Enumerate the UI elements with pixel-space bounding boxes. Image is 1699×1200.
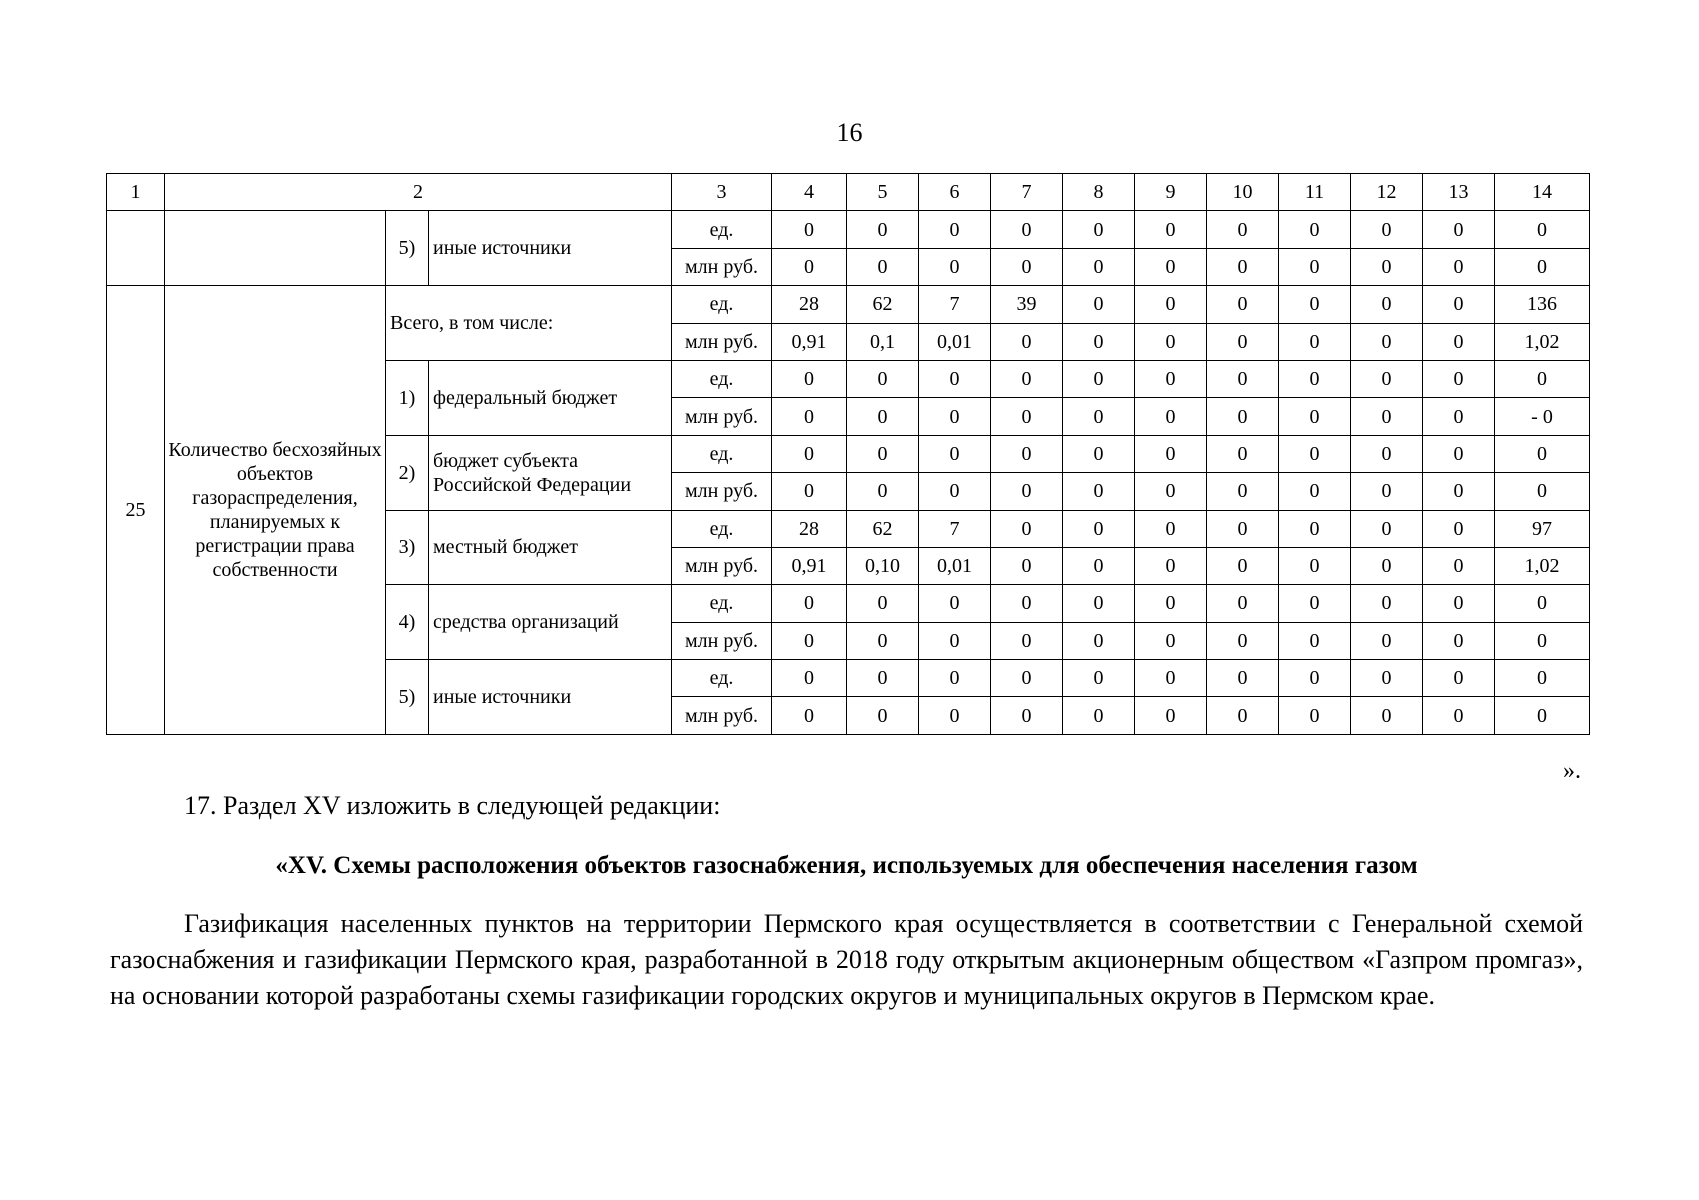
value-cell: 0	[1351, 622, 1423, 659]
column-header: 13	[1423, 174, 1495, 211]
value-cell: 0	[919, 697, 991, 734]
value-cell: 0	[1279, 622, 1351, 659]
value-cell: 0	[1063, 473, 1135, 510]
column-header: 1	[107, 174, 165, 211]
column-header: 12	[1351, 174, 1423, 211]
value-cell: 0	[1207, 286, 1279, 323]
body-paragraph: Газификация населенных пунктов на территории Пермского края осуществляется в соответствии с Генеральной схемой газоснабжения и газификации Пермского края, разработанной в 2018 году открытым акционерным обществом «Газпром промгаз», на основании которой разработаны схемы газификации городских округов и муниципальных округов в Пермском крае.	[110, 909, 1583, 1010]
column-header: 3	[672, 174, 772, 211]
value-cell: 0	[1351, 660, 1423, 697]
value-cell: 0	[1135, 286, 1207, 323]
value-cell: 0	[1207, 697, 1279, 734]
value-cell: 0	[1423, 510, 1495, 547]
column-header: 8	[1063, 174, 1135, 211]
value-cell: 0	[1351, 211, 1423, 248]
value-cell: 0	[1279, 398, 1351, 435]
value-cell: 0,01	[919, 547, 991, 584]
value-cell: 0	[1135, 585, 1207, 622]
value-cell: 0	[1063, 585, 1135, 622]
value-cell: 0	[1063, 697, 1135, 734]
value-cell: 0	[1207, 622, 1279, 659]
value-cell: 0	[772, 398, 847, 435]
value-cell: 0	[1135, 697, 1207, 734]
value-cell: 0	[919, 585, 991, 622]
value-cell: 62	[847, 286, 919, 323]
value-cell: 0	[1135, 248, 1207, 285]
value-cell: 0	[772, 697, 847, 734]
empty-cell	[107, 211, 165, 286]
unit-cell: ед.	[672, 360, 772, 397]
value-cell: 0	[1495, 622, 1590, 659]
value-cell: 0	[1135, 323, 1207, 360]
unit-cell: млн руб.	[672, 248, 772, 285]
value-cell: 0	[772, 660, 847, 697]
paragraph-17: 17. Раздел XV изложить в следующей редакции:	[184, 791, 721, 820]
value-cell: 0	[1351, 286, 1423, 323]
value-cell: 0	[1063, 622, 1135, 659]
source-number: 5)	[386, 660, 429, 735]
value-cell: 0	[1279, 435, 1351, 472]
value-cell: 0	[1351, 585, 1423, 622]
unit-cell: млн руб.	[672, 398, 772, 435]
value-cell: 0	[1279, 547, 1351, 584]
value-cell: 0	[1351, 697, 1423, 734]
value-cell: 0	[1279, 248, 1351, 285]
row-number: 25	[107, 286, 165, 735]
value-cell: 0	[1135, 398, 1207, 435]
value-cell: 0	[1279, 323, 1351, 360]
value-cell: 0	[1495, 435, 1590, 472]
column-header: 4	[772, 174, 847, 211]
row-description: Количество бесхозяйных объектов газораспределения, планируемых к регистрации права собственности	[165, 286, 386, 735]
value-cell: 0	[991, 473, 1063, 510]
column-header: 5	[847, 174, 919, 211]
value-cell: 0	[1351, 510, 1423, 547]
value-cell: 0	[1423, 360, 1495, 397]
value-cell: 0	[1063, 286, 1135, 323]
value-cell: 0	[991, 435, 1063, 472]
value-cell: 0	[1063, 211, 1135, 248]
value-cell: 0	[1207, 510, 1279, 547]
value-cell: 0	[1279, 585, 1351, 622]
value-cell: 0	[1279, 660, 1351, 697]
value-cell: 0	[991, 585, 1063, 622]
value-cell: 97	[1495, 510, 1590, 547]
value-cell: 0	[991, 323, 1063, 360]
unit-cell: млн руб.	[672, 547, 772, 584]
value-cell: 0	[1063, 398, 1135, 435]
value-cell: 0	[1423, 248, 1495, 285]
value-cell: 0	[1063, 547, 1135, 584]
value-cell: 0	[991, 547, 1063, 584]
value-cell: - 0	[1495, 398, 1590, 435]
closing-quote: ».	[1563, 758, 1581, 784]
value-cell: 0	[1135, 360, 1207, 397]
value-cell: 0	[1351, 360, 1423, 397]
value-cell: 0	[772, 473, 847, 510]
table-body	[107, 174, 1590, 735]
value-cell: 0	[1063, 435, 1135, 472]
value-cell: 0	[1063, 248, 1135, 285]
value-cell: 0	[1063, 660, 1135, 697]
value-cell: 0	[919, 248, 991, 285]
value-cell: 0	[1279, 360, 1351, 397]
value-cell: 0	[919, 660, 991, 697]
column-header: 11	[1279, 174, 1351, 211]
value-cell: 0	[919, 211, 991, 248]
value-cell: 0	[1207, 360, 1279, 397]
value-cell: 0	[1423, 697, 1495, 734]
value-cell: 0	[1135, 211, 1207, 248]
column-header: 6	[919, 174, 991, 211]
column-header: 14	[1495, 174, 1590, 211]
value-cell: 0	[1495, 697, 1590, 734]
source-label: средства организаций	[429, 585, 672, 660]
unit-cell: ед.	[672, 435, 772, 472]
value-cell: 0	[991, 697, 1063, 734]
value-cell: 0	[847, 585, 919, 622]
source-label: местный бюджет	[429, 510, 672, 585]
value-cell: 0	[847, 622, 919, 659]
value-cell: 0	[1135, 510, 1207, 547]
value-cell: 0	[1351, 398, 1423, 435]
source-number: 2)	[386, 435, 429, 510]
value-cell: 0	[1279, 473, 1351, 510]
value-cell: 0	[991, 360, 1063, 397]
value-cell: 0	[1279, 211, 1351, 248]
unit-cell: млн руб.	[672, 323, 772, 360]
value-cell: 0	[1423, 660, 1495, 697]
value-cell: 0	[1423, 473, 1495, 510]
value-cell: 0	[1063, 323, 1135, 360]
unit-cell: млн руб.	[672, 473, 772, 510]
value-cell: 7	[919, 286, 991, 323]
page-number: 16	[836, 118, 863, 147]
value-cell: 0	[1495, 211, 1590, 248]
value-cell: 0	[1351, 547, 1423, 584]
unit-cell: ед.	[672, 660, 772, 697]
unit-cell: ед.	[672, 585, 772, 622]
value-cell: 0	[919, 398, 991, 435]
unit-cell: ед.	[672, 286, 772, 323]
value-cell: 0,91	[772, 547, 847, 584]
value-cell: 0	[772, 622, 847, 659]
value-cell: 0	[1351, 435, 1423, 472]
value-cell: 0,01	[919, 323, 991, 360]
value-cell: 0	[1495, 585, 1590, 622]
value-cell: 7	[919, 510, 991, 547]
value-cell: 0	[1279, 510, 1351, 547]
value-cell: 0,91	[772, 323, 847, 360]
value-cell: 0	[1135, 660, 1207, 697]
value-cell: 0	[991, 622, 1063, 659]
value-cell: 0	[991, 211, 1063, 248]
value-cell: 0	[1135, 473, 1207, 510]
unit-cell: млн руб.	[672, 697, 772, 734]
column-header: 7	[991, 174, 1063, 211]
unit-cell: ед.	[672, 211, 772, 248]
value-cell: 0	[847, 360, 919, 397]
table-row	[107, 286, 1590, 323]
value-cell: 1,02	[1495, 547, 1590, 584]
value-cell: 0	[772, 435, 847, 472]
value-cell: 0	[1063, 360, 1135, 397]
table-header-row	[107, 174, 1590, 211]
value-cell: 0	[847, 435, 919, 472]
value-cell: 0	[1495, 248, 1590, 285]
value-cell: 0	[847, 473, 919, 510]
column-header: 2	[165, 174, 672, 211]
value-cell: 0	[1279, 697, 1351, 734]
value-cell: 0	[991, 248, 1063, 285]
value-cell: 0	[991, 398, 1063, 435]
value-cell: 28	[772, 510, 847, 547]
value-cell: 0	[1135, 622, 1207, 659]
value-cell: 0	[1351, 323, 1423, 360]
value-cell: 0	[1135, 547, 1207, 584]
value-cell: 0	[772, 585, 847, 622]
value-cell: 0	[847, 660, 919, 697]
source-label: иные источники	[429, 211, 672, 286]
source-number: 3)	[386, 510, 429, 585]
value-cell: 0	[1423, 435, 1495, 472]
value-cell: 0	[1423, 286, 1495, 323]
value-cell: 0	[1495, 360, 1590, 397]
value-cell: 0	[1207, 211, 1279, 248]
column-header: 10	[1207, 174, 1279, 211]
source-label: федеральный бюджет	[429, 360, 672, 435]
value-cell: 0	[991, 510, 1063, 547]
column-header: 9	[1135, 174, 1207, 211]
value-cell: 0	[1207, 435, 1279, 472]
value-cell: 0,10	[847, 547, 919, 584]
value-cell: 0	[1423, 211, 1495, 248]
source-label: иные источники	[429, 660, 672, 735]
value-cell: 0	[919, 473, 991, 510]
value-cell: 1,02	[1495, 323, 1590, 360]
value-cell: 0,1	[847, 323, 919, 360]
source-number: 1)	[386, 360, 429, 435]
source-number: 5)	[386, 211, 429, 286]
source-label: бюджет субъекта Российской Федерации	[429, 435, 672, 510]
value-cell: 0	[1279, 286, 1351, 323]
value-cell: 0	[772, 360, 847, 397]
value-cell: 62	[847, 510, 919, 547]
unit-cell: ед.	[672, 510, 772, 547]
value-cell: 0	[772, 248, 847, 285]
value-cell: 28	[772, 286, 847, 323]
value-cell: 0	[1423, 622, 1495, 659]
value-cell: 0	[1351, 248, 1423, 285]
value-cell: 0	[919, 435, 991, 472]
value-cell: 0	[847, 211, 919, 248]
value-cell: 0	[1423, 398, 1495, 435]
value-cell: 0	[1135, 435, 1207, 472]
value-cell: 0	[919, 622, 991, 659]
value-cell: 0	[772, 211, 847, 248]
table-row	[107, 211, 1590, 248]
value-cell: 0	[1423, 585, 1495, 622]
value-cell: 0	[1207, 323, 1279, 360]
section-heading: «XV. Схемы расположения объектов газоснабжения, используемых для обеспечения населения газом	[275, 852, 1418, 879]
value-cell: 0	[919, 360, 991, 397]
value-cell: 0	[1423, 323, 1495, 360]
value-cell: 0	[1351, 473, 1423, 510]
total-label: Всего, в том числе:	[386, 286, 672, 361]
value-cell: 0	[1495, 473, 1590, 510]
value-cell: 0	[1423, 547, 1495, 584]
value-cell: 0	[847, 398, 919, 435]
value-cell: 0	[991, 660, 1063, 697]
value-cell: 39	[991, 286, 1063, 323]
empty-cell	[165, 211, 386, 286]
value-cell: 0	[847, 248, 919, 285]
data-table	[106, 173, 1590, 735]
value-cell: 0	[847, 697, 919, 734]
value-cell: 0	[1207, 248, 1279, 285]
value-cell: 0	[1207, 398, 1279, 435]
value-cell: 0	[1207, 473, 1279, 510]
value-cell: 0	[1207, 547, 1279, 584]
value-cell: 0	[1495, 660, 1590, 697]
unit-cell: млн руб.	[672, 622, 772, 659]
value-cell: 0	[1207, 585, 1279, 622]
value-cell: 0	[1063, 510, 1135, 547]
value-cell: 0	[1207, 660, 1279, 697]
value-cell: 136	[1495, 286, 1590, 323]
source-number: 4)	[386, 585, 429, 660]
